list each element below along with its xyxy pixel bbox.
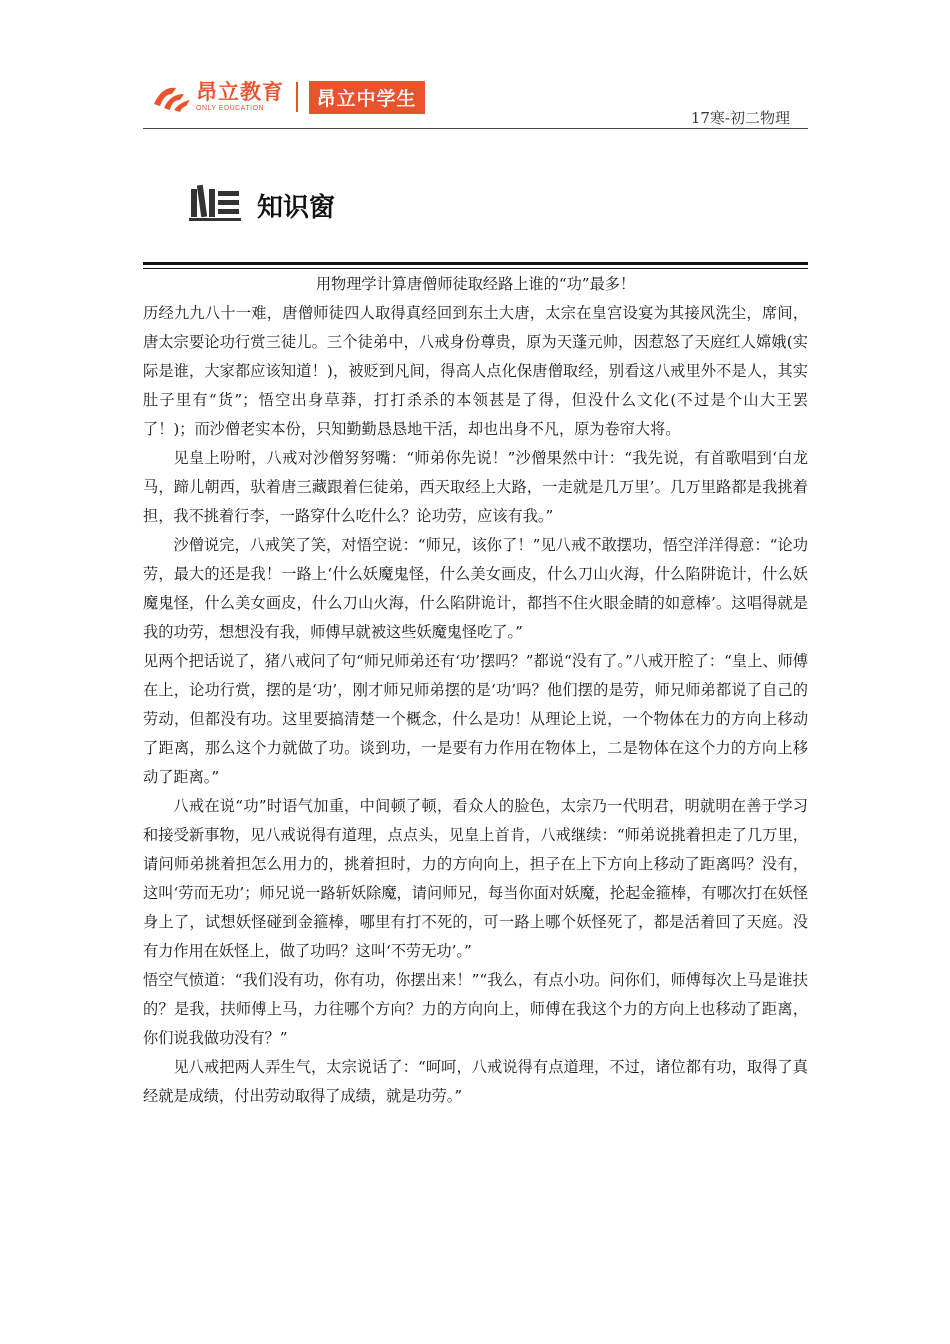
paragraph: 八戒在说“功”时语气加重，中间顿了顿，看众人的脸色，太宗乃一代明君，明就明在善于学习和接受新事物，见八戒说得有道理，点点头，见皇上首肯，八戒继续：“师弟说挑着担走了几万里，请问师弟挑着担怎么用力的，挑着担时，力的方向向上，担子在上下方向上移动了距离吗？没有，这叫‘劳而无功’；师兄说一路斩妖除魔，请问师兄，每当你面对妖魔，抡起金箍棒，有哪次打在妖怪身上了，试想妖怪碰到金箍棒，哪里有打不死的，可一路上哪个妖怪死了，都是活着回了天庭。没有力作用在妖怪上，做了功吗？这叫‘不劳无功’。” <box>143 797 808 960</box>
paragraph: 悟空气愤道：“我们没有功，你有功，你摆出来！”“我么，有点小功。问你们，师傅每次上马是谁扶的？是我，扶师傅上马，力往哪个方向？力的方向向上，师傅在我这个力的方向上也移动了距离，你们说我做功没有？” <box>143 971 808 1047</box>
article-body <box>143 270 808 1111</box>
paragraph: 见皇上吩咐，八戒对沙僧努努嘴：“师弟你先说！”沙僧果然中计：“我先说，有首歌唱到‘白龙马，蹄儿朝西，驮着唐三藏跟着仨徒弟，西天取经上大路，一走就是几万里’。几万里路都是我挑着担，我不挑着行李，一路穿什么吃什么？论功劳，应该有我。” <box>143 449 808 525</box>
section-rule-thick <box>143 262 808 265</box>
section-heading <box>189 183 335 227</box>
paragraph: 沙僧说完，八戒笑了笑，对悟空说：“师兄，该你了！”见八戒不敢摆功，悟空洋洋得意：“论功劳，最大的还是我！一路上‘什么妖魔鬼怪，什么美女画皮，什么刀山火海，什么陷阱诡计，什么妖魔鬼怪，什么美女画皮，什么刀山火海，什么陷阱诡计，都挡不住火眼金睛的如意棒’。这唱得就是我的功劳，想想没有我，师傅早就被这些妖魔鬼怪吃了。” <box>143 536 808 641</box>
brand-name: 昂立教育 <box>196 80 284 104</box>
course-label: 17寒-初二物理 <box>690 109 790 127</box>
section-rule-thin <box>143 268 808 269</box>
paragraph: 见八戒把两人弄生气，太宗说话了：“呵呵，八戒说得有点道理，不过，诸位都有功，取得了真经就是成绩，付出劳动取得了成绩，就是功劳。” <box>143 1058 808 1105</box>
section-title: 知识窗 <box>257 192 336 223</box>
logo-mark-icon <box>152 82 192 112</box>
paragraph: 历经九九八十一难，唐僧师徒四人取得真经回到东土大唐，太宗在皇宫设宴为其接风洗尘，席间，唐太宗要论功行赏三徒儿。三个徒弟中，八戒身份尊贵，原为天蓬元帅，因惹怒了天庭红人嫦娥(实际是谁，大家都应该知道！)，被贬到凡间，得高人点化保唐僧取经，别看这八戒里外不是人，其实肚子里有“货”；悟空出身草莽，打打杀杀的本领甚是了得，但没什么文化(不过是个山大王罢了！)；而沙僧老实本份，只知勤勤恳恳地干活，却也出身不凡，原为卷帘大将。 <box>143 304 808 438</box>
books-icon <box>189 183 241 227</box>
brand-logo <box>152 80 425 114</box>
brand-badge: 昂立中学生 <box>309 81 425 114</box>
paragraph: 见两个把话说了，猪八戒问了句“师兄师弟还有‘功’摆吗？”都说“没有了。”八戒开腔了：“皇上、师傅在上，论功行赏，摆的是‘功’，刚才师兄师弟摆的是‘功’吗？他们摆的是劳，师兄师弟都说了自己的劳动，但都没有功。这里要搞清楚一个概念，什么是功！从理论上说，一个物体在力的方向上移动了距离，那么这个力就做了功。谈到功，一是要有力作用在物体上，二是物体在这个力的方向上移动了距离。” <box>143 652 808 786</box>
article-title: 用物理学计算唐僧师徒取经路上谁的“功”最多！ <box>315 275 636 293</box>
logo-divider <box>296 82 298 112</box>
brand-subtitle: ONLY EDUCATION <box>196 105 265 112</box>
header-divider <box>143 128 808 129</box>
